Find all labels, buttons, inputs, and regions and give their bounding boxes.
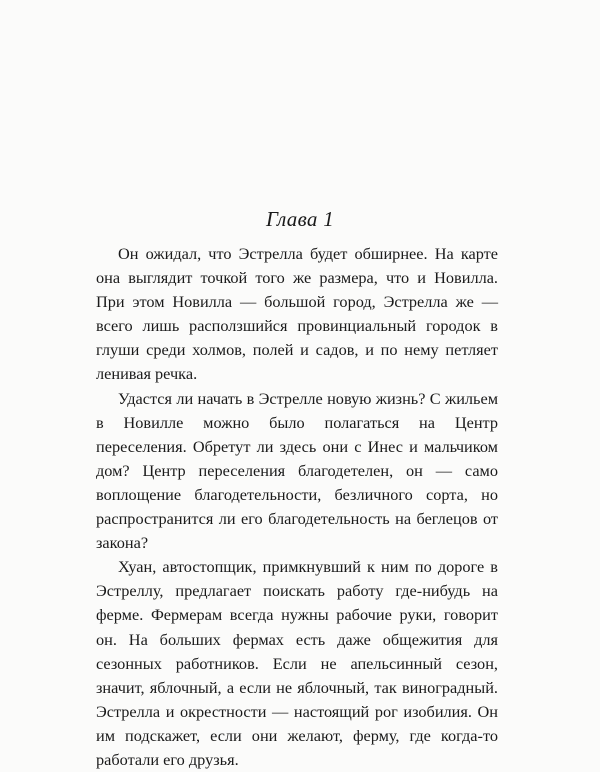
- chapter-title: Глава 1: [265, 207, 335, 231]
- chapter-text: [96, 242, 498, 772]
- paragraph-3: Хуан, автостопщик, примкнувший к ним по дороге в Эстреллу, предлагает поискать работу где-нибудь на ферме. Фермерам всегда нужны рабочие руки, говорит он. На больших фермах есть даже общежития для сезонных работников. Если не апельсинный сезон, значит, яблочный, а если не яблочный, так виноградный. Эстрелла и окрестности — настоящий рог изобилия. Он им подскажет, если они желают, ферму, где когда-то работали его друзья.: [96, 557, 498, 769]
- paragraph-1: Он ожидал, что Эстрелла будет обширнее. На карте она выглядит точкой того же размера, что и Новилла. При этом Новилла — большой город, Эстрелла же — всего лишь расползшийся провинциальный городок в глуши среди холмов, полей и садов, и по нему петляет ленивая речка.: [96, 244, 498, 384]
- paragraph-2: Удастся ли начать в Эстрелле новую жизнь? С жильем в Новилле можно было полагаться на Центр переселения. Обретут ли здесь они с Инес и мальчиком дом? Центр переселения благодетелен, он — само воплощение благодетельности, безличного сорта, но распространится ли его благодетельность на беглецов от закона?: [96, 388, 498, 553]
